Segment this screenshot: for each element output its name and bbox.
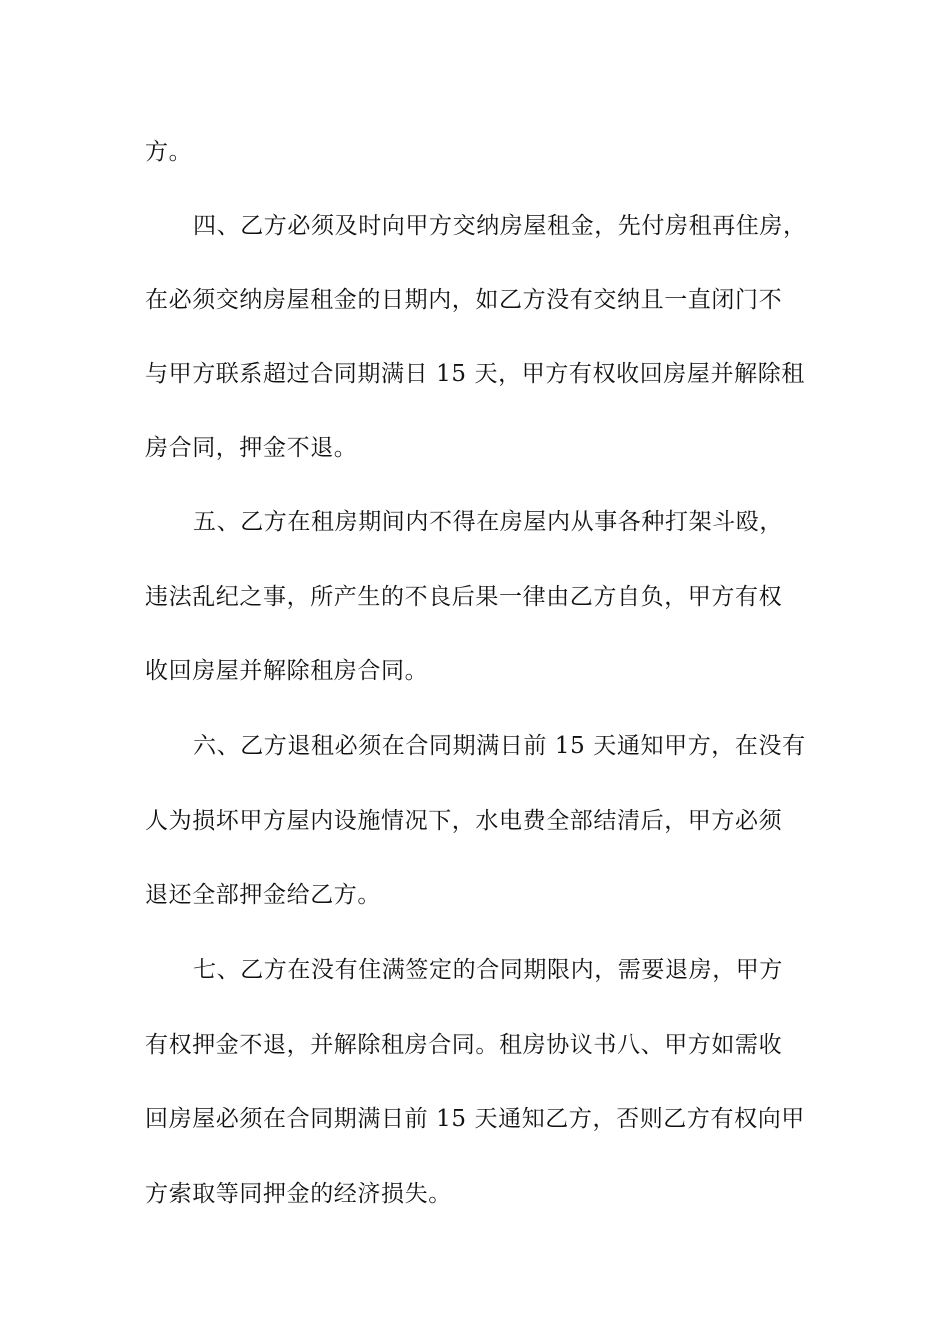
text-line: 在必须交纳房屋租金的日期内，如乙方没有交纳且一直闭门不 [145,287,783,313]
text-line: 回房屋必须在合同期满日前 15 天通知乙方，否则乙方有权向甲 [145,1106,805,1132]
text-line: 人为损坏甲方屋内设施情况下，水电费全部结清后，甲方必须 [145,808,783,834]
text-line: 收回房屋并解除租房合同。 [145,658,429,684]
text-line: 违法乱纪之事，所产生的不良后果一律由乙方自负，甲方有权 [145,584,783,610]
text-line: 方索取等同押金的经济损失。 [145,1181,452,1207]
clause-7-line: 七、乙方在没有住满签定的合同期限内，需要退房，甲方 [193,957,783,983]
text-line: 退还全部押金给乙方。 [145,882,381,908]
text-line: 方。 [145,139,193,165]
clause-4-line: 四、乙方必须及时向甲方交纳房屋租金，先付房租再住房， [193,213,807,239]
clause-6-line: 六、乙方退租必须在合同期满日前 15 天通知甲方，在没有 [193,733,806,759]
clause-5-line: 五、乙方在租房期间内不得在房屋内从事各种打架斗殴， [193,509,783,535]
text-line: 与甲方联系超过合同期满日 15 天，甲方有权收回房屋并解除租 [145,361,805,387]
text-line: 房合同，押金不退。 [145,435,358,461]
text-line: 有权押金不退，并解除租房合同。租房协议书八、甲方如需收 [145,1032,783,1058]
